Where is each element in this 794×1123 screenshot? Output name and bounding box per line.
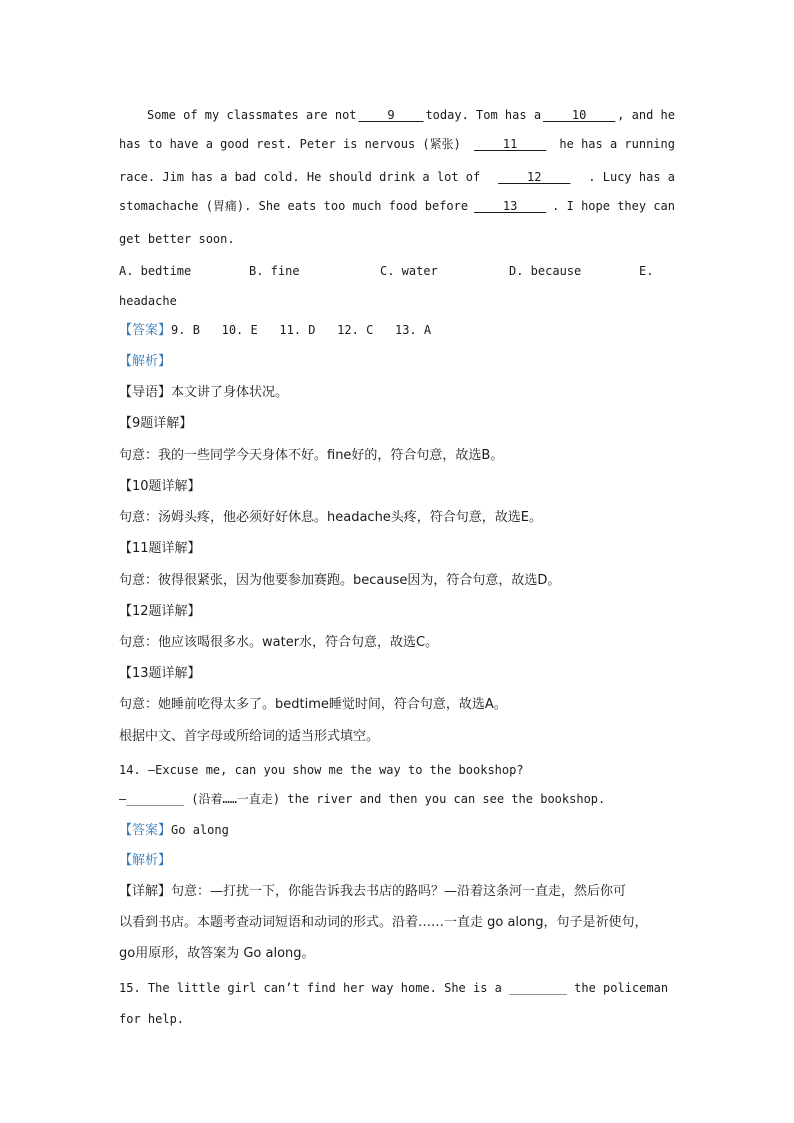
blank-10: ____10____	[543, 108, 616, 122]
section-instruction: 根据中文、首字母或所给词的适当形式填空。	[119, 729, 380, 744]
q14-line-1: 14. —Excuse me, can you show me the way to the bookshop?	[119, 763, 524, 777]
passage-text: Some of my classmates are not	[147, 108, 357, 122]
q14-detail-text: 句意：—打扰一下，你能告诉我去书店的路吗？—沿着这条河一直走，然后你可	[171, 884, 627, 899]
detail-title-9: 【9题详解】	[119, 416, 193, 431]
passage-line-4	[119, 197, 675, 215]
detail-text-13: 句意：她睡前吃得太多了。bedtime睡觉时间，符合句意，故选A。	[119, 697, 507, 712]
passage-text: he has a running	[559, 137, 675, 151]
passage-text: race. Jim has a bad cold. He should drink a lot of	[119, 170, 481, 184]
passage-text: today. Tom has a	[425, 108, 542, 122]
passage-text: has to have a good rest. Peter is nervous (紧张)	[119, 137, 461, 151]
passage-text: . Lucy has a	[588, 170, 675, 184]
option-b: B. fine	[249, 264, 300, 278]
detail-text-9: 句意：我的一些同学今天身体不好。fine好的，符合句意，故选B。	[119, 448, 504, 463]
answer-row	[119, 321, 675, 340]
blank-13: ____13____	[474, 199, 547, 213]
answer-text: 9. B 10. E 11. D 12. C 13. A	[171, 323, 432, 337]
option-d: D. because	[509, 264, 582, 278]
q14-answer-text: Go along	[171, 823, 229, 837]
passage-line-2	[119, 135, 675, 153]
detail-text-12: 句意：他应该喝很多水。water水，符合句意，故选C。	[119, 635, 439, 650]
option-c: C. water	[380, 264, 438, 278]
option-e-word: headache	[119, 294, 177, 308]
passage-text: . I hope they can	[552, 199, 675, 213]
passage-text: stomachache (胃痛). She eats too much food before	[119, 199, 469, 213]
intro-text: 【导语】本文讲了身体状况。	[119, 385, 289, 400]
detail-title-11: 【11题详解】	[119, 541, 201, 556]
option-e-letter: E.	[639, 264, 654, 278]
answer-label: 【答案】	[119, 323, 172, 338]
q14-answer-row	[119, 821, 675, 840]
q15-line-2: for help.	[119, 1012, 185, 1026]
detail-title-10: 【10题详解】	[119, 479, 201, 494]
passage-line-3	[119, 168, 675, 186]
q14-detail-line-3: go用原形，故答案为 Go along。	[119, 946, 315, 961]
q14-answer-label: 【答案】	[119, 823, 172, 838]
passage-line-5: get better soon.	[119, 232, 235, 246]
blank-11: ____11____	[474, 137, 547, 151]
option-a: A. bedtime	[119, 264, 192, 278]
detail-text-11: 句意：彼得很紧张，因为他要参加赛跑。because因为，符合句意，故选D。	[119, 573, 561, 588]
detail-title-12: 【12题详解】	[119, 604, 201, 619]
q15-line-1: 15. The little girl can’t find her way home. She is a ________ the policeman	[119, 981, 669, 995]
passage-text: , and he	[617, 108, 675, 122]
q14-detail-line-2: 以看到书店。本题考查动词短语和动词的形式。沿着……一直走 go along，句子是祈使句，	[119, 915, 648, 930]
q14-line-2: —________ (沿着……一直走) the river and then you can see the bookshop.	[119, 792, 606, 806]
q14-analysis-label: 【解析】	[119, 853, 172, 868]
q14-detail-line-1	[119, 883, 675, 901]
detail-title-13: 【13题详解】	[119, 666, 201, 681]
analysis-label: 【解析】	[119, 354, 172, 369]
blank-9: ____9____	[358, 108, 424, 122]
passage-line-1	[119, 106, 675, 124]
q14-detail-label: 【详解】	[119, 884, 172, 899]
detail-text-10: 句意：汤姆头疼，他必须好好休息。headache头疼，符合句意，故选E。	[119, 510, 543, 525]
blank-12: ____12____	[498, 170, 571, 184]
